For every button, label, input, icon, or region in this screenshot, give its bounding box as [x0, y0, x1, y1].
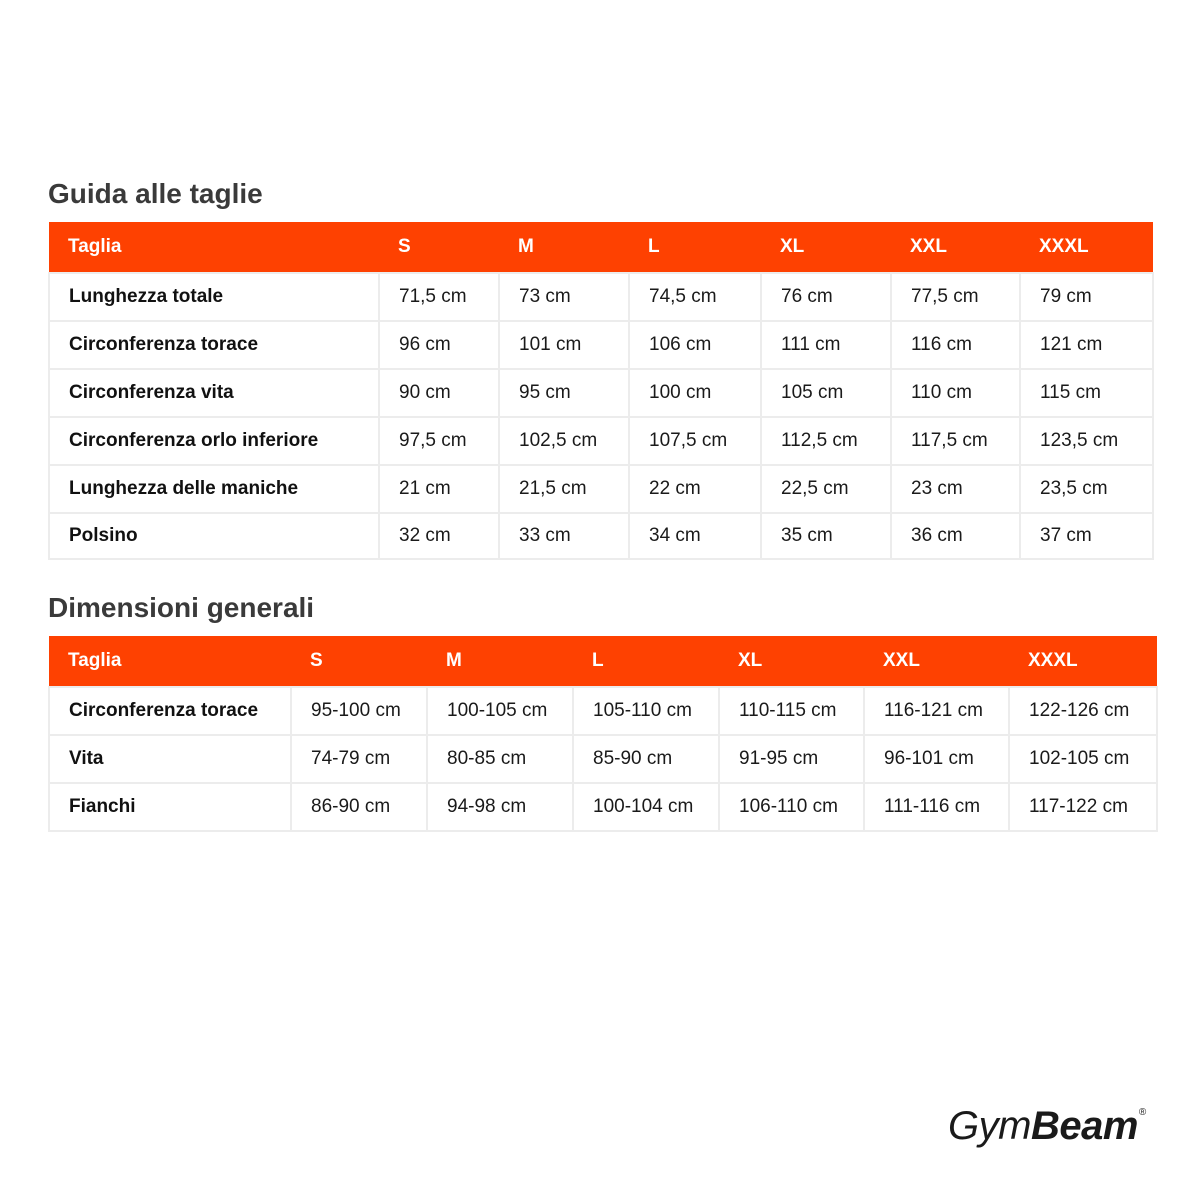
measurement-cell: 95 cm	[499, 369, 629, 417]
measurement-cell: 111-116 cm	[864, 783, 1009, 831]
measurement-cell: 121 cm	[1020, 321, 1153, 369]
table-header-row	[49, 222, 1153, 273]
measurement-cell: 106-110 cm	[719, 783, 864, 831]
size-guide-title: Guida alle taglie	[48, 178, 263, 209]
size-guide-table	[48, 222, 1154, 560]
header-cell-size: XXXL	[1020, 222, 1153, 273]
header-cell-size: XL	[719, 636, 864, 687]
measurement-cell: 112,5 cm	[761, 417, 891, 465]
measurement-cell: 21,5 cm	[499, 465, 629, 513]
table-row	[49, 735, 1157, 783]
measurement-cell: 77,5 cm	[891, 273, 1020, 321]
measurement-cell: 100-104 cm	[573, 783, 719, 831]
measurement-cell: 23 cm	[891, 465, 1020, 513]
row-label: Polsino	[49, 513, 379, 559]
header-cell-size: S	[291, 636, 427, 687]
measurement-cell: 35 cm	[761, 513, 891, 559]
measurement-cell: 115 cm	[1020, 369, 1153, 417]
measurement-cell: 86-90 cm	[291, 783, 427, 831]
row-label: Circonferenza torace	[49, 687, 291, 735]
logo-text-light: Gym	[948, 1104, 1031, 1148]
row-label: Circonferenza vita	[49, 369, 379, 417]
measurement-cell: 74-79 cm	[291, 735, 427, 783]
measurement-cell: 22,5 cm	[761, 465, 891, 513]
row-label: Vita	[49, 735, 291, 783]
measurement-cell: 116 cm	[891, 321, 1020, 369]
measurement-cell: 36 cm	[891, 513, 1020, 559]
measurement-cell: 102,5 cm	[499, 417, 629, 465]
measurement-cell: 91-95 cm	[719, 735, 864, 783]
measurement-cell: 102-105 cm	[1009, 735, 1157, 783]
table-row	[49, 321, 1153, 369]
header-cell-size: XL	[761, 222, 891, 273]
row-label: Fianchi	[49, 783, 291, 831]
measurement-cell: 32 cm	[379, 513, 499, 559]
measurement-cell: 76 cm	[761, 273, 891, 321]
general-dimensions-title: Dimensioni generali	[48, 592, 315, 623]
header-cell-size: L	[629, 222, 761, 273]
measurement-cell: 111 cm	[761, 321, 891, 369]
measurement-cell: 110 cm	[891, 369, 1020, 417]
row-label: Circonferenza torace	[49, 321, 379, 369]
table-row	[49, 465, 1153, 513]
header-cell-size: M	[427, 636, 573, 687]
header-cell-size: M	[499, 222, 629, 273]
row-label: Circonferenza orlo inferiore	[49, 417, 379, 465]
measurement-cell: 97,5 cm	[379, 417, 499, 465]
measurement-cell: 123,5 cm	[1020, 417, 1153, 465]
measurement-cell: 21 cm	[379, 465, 499, 513]
table-header-row	[49, 636, 1157, 687]
measurement-cell: 73 cm	[499, 273, 629, 321]
row-label: Lunghezza delle maniche	[49, 465, 379, 513]
measurement-cell: 37 cm	[1020, 513, 1153, 559]
table-row	[49, 369, 1153, 417]
measurement-cell: 96 cm	[379, 321, 499, 369]
measurement-cell: 117-122 cm	[1009, 783, 1157, 831]
header-cell-size: XXL	[891, 222, 1020, 273]
table-row	[49, 687, 1157, 735]
header-cell-taglia: Taglia	[49, 222, 379, 273]
table-row	[49, 783, 1157, 831]
measurement-cell: 90 cm	[379, 369, 499, 417]
measurement-cell: 79 cm	[1020, 273, 1153, 321]
measurement-cell: 101 cm	[499, 321, 629, 369]
measurement-cell: 85-90 cm	[573, 735, 719, 783]
measurement-cell: 122-126 cm	[1009, 687, 1157, 735]
measurement-cell: 107,5 cm	[629, 417, 761, 465]
table-row	[49, 417, 1153, 465]
table-row	[49, 513, 1153, 559]
measurement-cell: 110-115 cm	[719, 687, 864, 735]
header-cell-size: XXL	[864, 636, 1009, 687]
measurement-cell: 117,5 cm	[891, 417, 1020, 465]
table-row	[49, 273, 1153, 321]
gymbeam-logo	[948, 1106, 1145, 1146]
measurement-cell: 100 cm	[629, 369, 761, 417]
measurement-cell: 106 cm	[629, 321, 761, 369]
general-dimensions-table	[48, 636, 1158, 832]
measurement-cell: 94-98 cm	[427, 783, 573, 831]
header-cell-size: S	[379, 222, 499, 273]
measurement-cell: 80-85 cm	[427, 735, 573, 783]
measurement-cell: 34 cm	[629, 513, 761, 559]
measurement-cell: 96-101 cm	[864, 735, 1009, 783]
registered-mark: ®	[1138, 1107, 1146, 1118]
measurement-cell: 33 cm	[499, 513, 629, 559]
measurement-cell: 105-110 cm	[573, 687, 719, 735]
measurement-cell: 105 cm	[761, 369, 891, 417]
measurement-cell: 95-100 cm	[291, 687, 427, 735]
measurement-cell: 23,5 cm	[1020, 465, 1153, 513]
measurement-cell: 100-105 cm	[427, 687, 573, 735]
header-cell-size: L	[573, 636, 719, 687]
measurement-cell: 116-121 cm	[864, 687, 1009, 735]
header-cell-taglia: Taglia	[49, 636, 291, 687]
measurement-cell: 71,5 cm	[379, 273, 499, 321]
row-label: Lunghezza totale	[49, 273, 379, 321]
header-cell-size: XXXL	[1009, 636, 1157, 687]
measurement-cell: 74,5 cm	[629, 273, 761, 321]
logo-text-bold: Beam	[1030, 1104, 1138, 1148]
measurement-cell: 22 cm	[629, 465, 761, 513]
